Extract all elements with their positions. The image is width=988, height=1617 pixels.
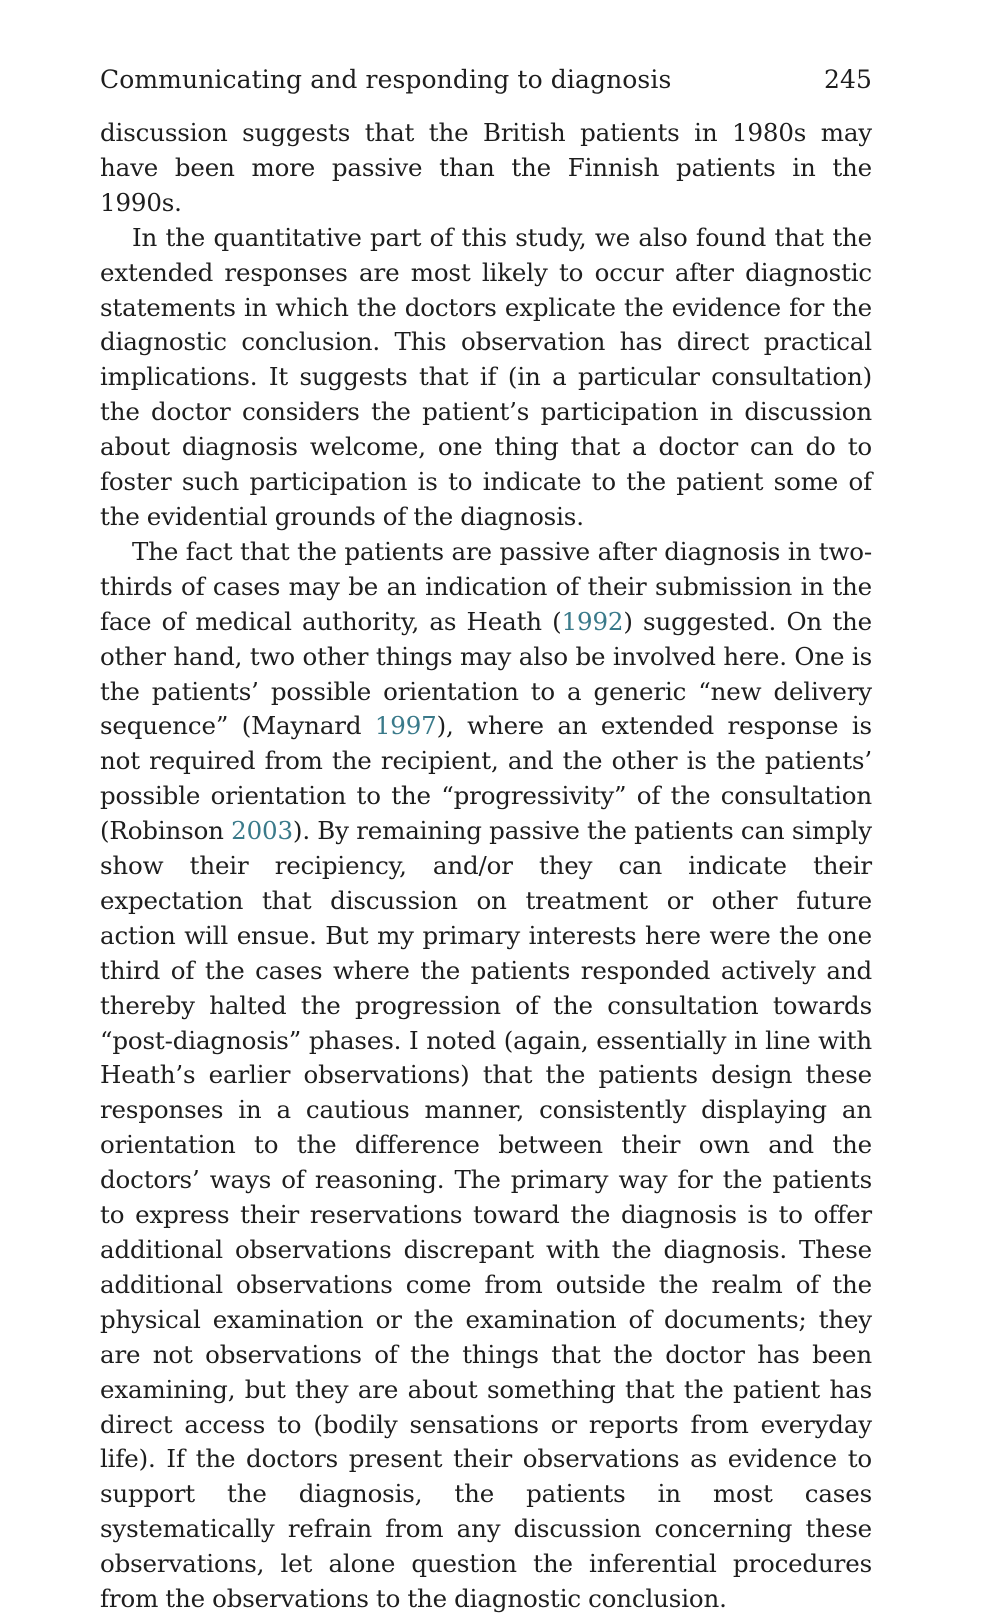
chapter-title: Communicating and responding to diagnosis	[100, 65, 672, 94]
paragraph-3	[100, 535, 872, 1617]
paragraph-3-text: ) suggested. On the other hand, two other things may also be involved here. One is the patients’ possible orientation to a generic “new delivery sequence” (Maynard	[100, 606, 872, 741]
paragraph-3-text: The fact that the patients are passive after diagnosis in two-thirds of cases may be an indication of their submission in the face of medical authority, as Heath (	[100, 536, 872, 636]
running-head	[100, 58, 872, 102]
page-number: 245	[823, 65, 872, 94]
paragraph-1: discussion suggests that the British patients in 1980s may have been more passive than the Finnish patients in the 1990s.	[100, 118, 872, 217]
paragraph-3-text: ). By remaining passive the patients can simply show their recipiency, and/or they can indicate their expectation that discussion on treatment or other future action will ensue. But my primary interests here were the one third of the cases where the patients responded actively and thereby halted the progression of the consultation towards “post-diagnosis” phases. I noted (again, essentially in line with Heath’s earlier observations) that the patients design these responses in a cautious manner, consistently displaying an orientation to the difference between their own and the doctors’ ways of reasoning. The primary way for the patients to express their reservations toward the diagnosis is to offer additional observations discrepant with the diagnosis. These additional observations come from outside the realm of the physical examination or the examination of documents; they are not observations of the things that the doctor has been examining, but they are about something that the patient has direct access to (bodily sensations or reports from everyday life). If the doctors present their observations as evidence to support the diagnosis, the patients in most cases systematically refrain from any discussion concerning these observations, let alone question the inferential procedures from the observations to the diagnostic conclusion.	[100, 816, 872, 1614]
citation-link-heath-1992[interactable]: 1992	[561, 606, 624, 636]
paragraph-2: In the quantitative part of this study, we also found that the extended responses are most likely to occur after diagnostic statements in which the doctors explicate the evidence for the diagnostic conclusion. This observation has direct practical implications. It suggests that if (in a particular consultation) the doctor considers the patient’s participation in discussion about diagnosis welcome, one thing that a doctor can do to foster such participation is to indicate to the patient some of the evidential grounds of the diagnosis.	[100, 222, 872, 531]
book-page	[100, 58, 872, 1617]
citation-link-maynard-1997[interactable]: 1997	[374, 711, 437, 741]
paragraph-3-text: ), where an extended response is not required from the recipient, and the other is the patients’ possible orientation to the “progressivity” of the consultation (Robinson	[100, 711, 872, 846]
citation-link-robinson-2003[interactable]: 2003	[231, 816, 293, 846]
body-text	[100, 116, 872, 1617]
